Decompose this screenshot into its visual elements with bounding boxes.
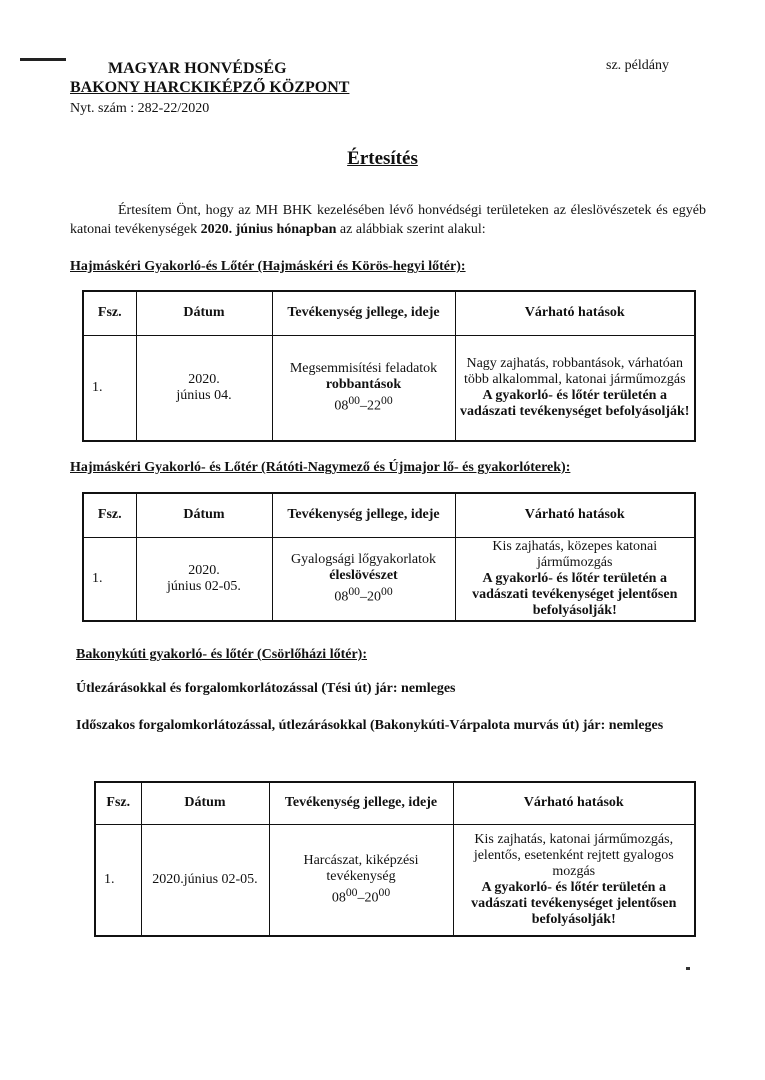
header-activity: Tevékenység jellege, ideje: [272, 493, 455, 537]
intro-highlight: 2020. június hónapban: [200, 222, 337, 237]
row-num: 1.: [83, 335, 136, 441]
org-name: MAGYAR HONVÉDSÉG: [108, 60, 287, 77]
table-row: [95, 824, 695, 936]
header-effects: Várható hatások: [455, 493, 695, 537]
row-effects-bold: A gyakorló- és lőtér területén a vadászati tevékenységet jelentősen befolyásolják!: [471, 879, 677, 927]
row-effects-normal: Nagy zajhatás, robbantások, várhatóan több alkalommal, katonai járműmozgás: [463, 355, 686, 387]
header-num: Fsz.: [83, 291, 136, 335]
time-end-hour: 20: [367, 589, 381, 605]
org-unit: BAKONY HARCKIKÉPZŐ KÖZPONT: [70, 79, 350, 96]
row-effects: [455, 537, 695, 621]
row-activity-line1: Gyalogsági lőgyakorlatok: [290, 551, 437, 567]
copy-label: sz. példány: [606, 58, 669, 73]
table-header-row: [95, 782, 695, 824]
header-mark: [20, 58, 66, 61]
section-title-3: Bakonykúti gyakorló- és lőtér (Csörlőházi lőtér):: [76, 647, 367, 662]
row-effects: [455, 335, 695, 441]
time-start-hour: 08: [331, 890, 346, 906]
time-end-min: 00: [381, 584, 393, 598]
header-num: Fsz.: [95, 782, 141, 824]
header-date: Dátum: [141, 782, 269, 824]
time-sep: –: [360, 398, 367, 414]
time-end-min: 00: [381, 393, 393, 407]
time-start-min: 00: [348, 584, 360, 598]
header-num: Fsz.: [83, 493, 136, 537]
header-activity: Tevékenység jellege, ideje: [272, 291, 455, 335]
table-row: [83, 537, 695, 621]
row-date: [136, 335, 272, 441]
row-activity-line1: Harcászat, kiképzési tevékenység: [303, 852, 419, 884]
event-table-2: [82, 492, 696, 622]
row-date: [136, 537, 272, 621]
event-table-1: [82, 290, 696, 442]
time-end-hour: 22: [367, 398, 381, 414]
row-effects-normal: Kis zajhatás, katonai járműmozgás, jelentős, esetenként rejtett gyalogos mozgás: [473, 831, 674, 879]
row-time: [277, 584, 451, 606]
scan-mark: [686, 967, 690, 970]
table-header-row: [83, 291, 695, 335]
row-num: 1.: [83, 537, 136, 621]
header-effects: Várható hatások: [453, 782, 695, 824]
header-effects: Várható hatások: [455, 291, 695, 335]
row-effects: [453, 824, 695, 936]
event-table-3: [94, 781, 696, 937]
intro-paragraph: [70, 201, 706, 239]
row-activity: [272, 537, 455, 621]
reference-number: Nyt. szám : 282-22/2020: [70, 101, 210, 116]
row-activity-bold: robbantások: [325, 376, 402, 392]
row-time: [274, 885, 449, 907]
time-end-min: 00: [378, 885, 391, 899]
intro-text-before: Értesítem Önt, hogy az MH BHK kezelésében lévő honvédségi területeken az éleslövészetek és egyéb katonai tevékenységek: [70, 203, 706, 237]
row-effects-bold: A gyakorló- és lőtér területén a vadászati tevékenységet jelentősen befolyásolják!: [472, 570, 678, 618]
table-row: [83, 335, 695, 441]
row-time: [277, 393, 451, 415]
time-end-hour: 20: [364, 890, 379, 906]
time-sep: –: [357, 890, 365, 906]
intro-text-after: az alábbiak szerint alakul:: [336, 222, 486, 237]
traffic-restriction-notice: Időszakos forgalomkorlátozással, útlezárásokkal (Bakonykúti-Várpalota murvás út) jár: nemleges: [76, 718, 664, 733]
time-sep: –: [360, 589, 367, 605]
row-activity-bold: éleslövészet: [329, 567, 398, 583]
time-start-min: 00: [348, 393, 360, 407]
row-date-line2: június 02-05.: [167, 578, 241, 594]
section-title-1: Hajmáskéri Gyakorló-és Lőtér (Hajmáskéri és Körös-hegyi lőtér):: [70, 259, 466, 274]
road-closure-notice: Útlezárásokkal és forgalomkorlátozással (Tési út) jár: nemleges: [76, 681, 456, 696]
row-activity-line1: Megsemmisítési feladatok: [289, 360, 438, 376]
row-effects-normal: Kis zajhatás, közepes katonai járműmozgás: [492, 538, 658, 570]
row-activity: [269, 824, 453, 936]
header-activity: Tevékenység jellege, ideje: [269, 782, 453, 824]
time-start-min: 00: [345, 885, 358, 899]
row-date-line1: 2020.: [188, 562, 220, 578]
header-date: Dátum: [136, 493, 272, 537]
document-title: Értesítés: [347, 148, 418, 169]
time-start-hour: 08: [334, 589, 349, 605]
row-effects-bold: A gyakorló- és lőtér területén a vadászati tevékenységet befolyásolják!: [460, 387, 690, 419]
row-num: 1.: [95, 824, 141, 936]
table-header-row: [83, 493, 695, 537]
row-date: 2020.június 02-05.: [141, 824, 269, 936]
row-date-line2: június 04.: [176, 387, 232, 403]
section-title-2: Hajmáskéri Gyakorló- és Lőtér (Rátóti-Nagymező és Újmajor lő- és gyakorlóterek):: [70, 460, 571, 475]
row-date-line1: 2020.: [188, 371, 220, 387]
header-date: Dátum: [136, 291, 272, 335]
time-start-hour: 08: [334, 398, 349, 414]
row-activity: [272, 335, 455, 441]
